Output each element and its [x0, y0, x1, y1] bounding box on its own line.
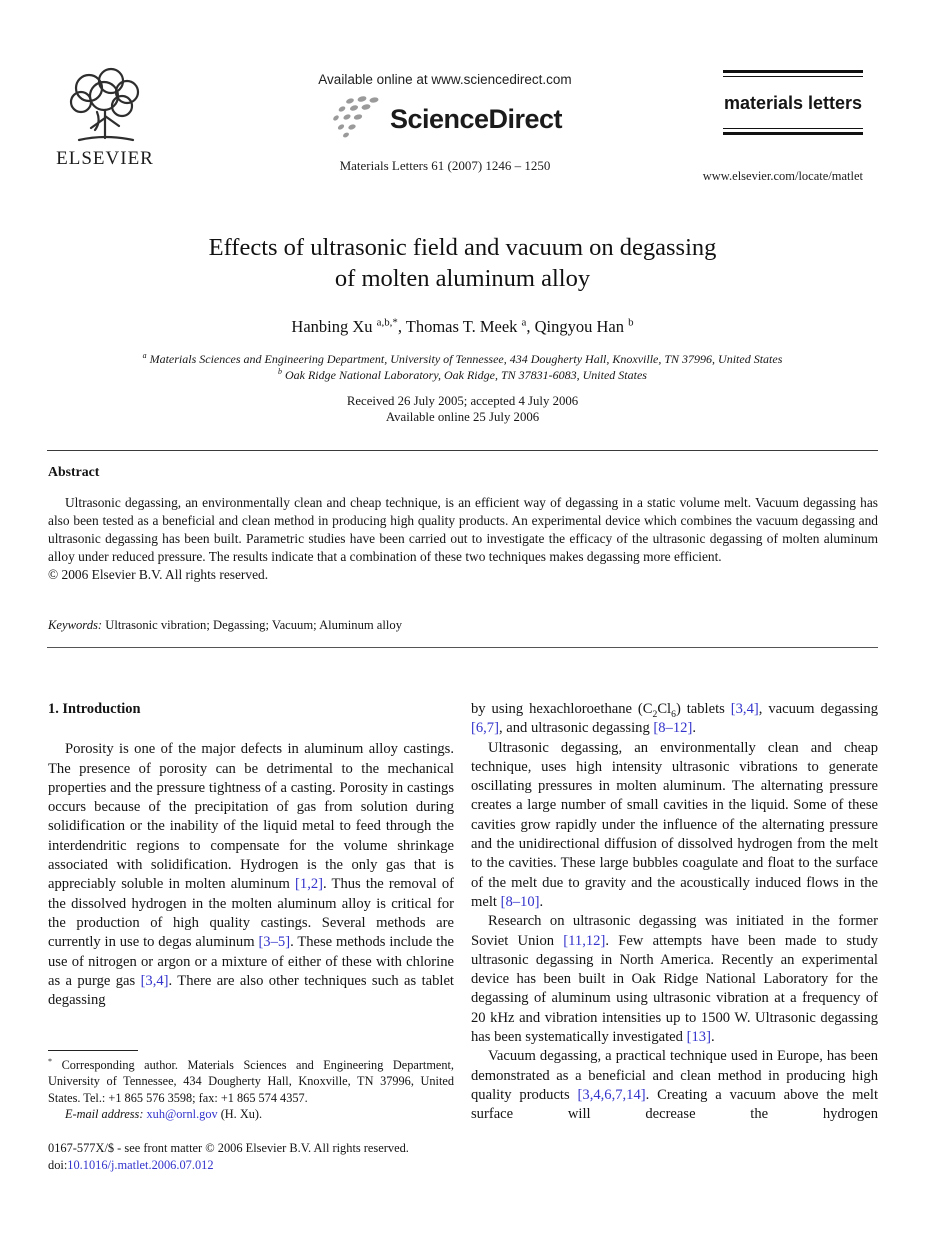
header-center: [290, 72, 600, 174]
body-paragraph: [471, 912, 878, 1047]
journal-brand-box: [723, 70, 863, 135]
text-run: . Creating a vacuum above the melt surface will decrease the hydrogen: [471, 1086, 879, 1123]
body-paragraph: [48, 740, 454, 1010]
inline-link[interactable]: xuh@ornl.gov: [146, 1107, 218, 1122]
text-run: , Thomas T. Meek: [397, 317, 522, 336]
brand-rule-top: [723, 70, 863, 77]
text-run: . There are also other techniques such as tablet degassing: [48, 972, 454, 1009]
text-run: ) tablets: [675, 701, 731, 717]
sciencedirect-dots-icon: [328, 95, 386, 144]
left-column: [48, 700, 454, 1010]
abstract-top-rule: [47, 450, 878, 451]
text-run: doi:: [48, 1157, 68, 1172]
article-title: [0, 232, 925, 294]
text-run: a: [521, 316, 527, 329]
text-run: Research on ultrasonic degassing was initiated in the former Soviet Union: [471, 913, 878, 949]
text-run: , and ultrasonic degassing: [498, 720, 654, 737]
text-run: . Thus the removal of the dissolved hydrogen in the molten aluminum alloy is critical for the production of high quality castings. Several methods are currently in use to degas aluminum: [48, 876, 454, 951]
inline-link[interactable]: [8–12]: [653, 720, 693, 737]
available-online-text: Available online at www.sciencedirect.com: [318, 72, 572, 87]
corresponding-author-text: [48, 1057, 454, 1106]
inline-link[interactable]: [3,4]: [730, 701, 759, 717]
text-run: *: [48, 1056, 53, 1066]
text-run: a,b,*: [376, 316, 398, 329]
keywords-line: [48, 618, 878, 633]
inline-link[interactable]: [3,4,6,7,14]: [577, 1086, 646, 1103]
text-run: 2: [652, 708, 658, 720]
left-column-paragraphs: [48, 740, 454, 1010]
affiliation-a: [0, 352, 925, 368]
text-run: a: [142, 351, 147, 360]
text-run: Ultrasonic degassing, an environmentally clean and cheap technique, uses high intensity ultrasonic vibrations to generate oscillating pressures in molten aluminum. The alternating pressure creates a large number of small cavities in the liquid. Some of these cavities grow rapidly under the influence of the alternating pressure and the unidirectional diffusion of dissolved hydrogen from the melt to the cavities. These large bubbles coagulate and float to the surface of the melt due to gravity and the acoustically induced flows in the melt: [471, 739, 878, 910]
corresponding-author-footnote: [48, 1050, 454, 1123]
inline-link[interactable]: [8–10]: [500, 893, 540, 910]
elsevier-wordmark: ELSEVIER: [56, 148, 154, 169]
text-run: E-mail address:: [65, 1107, 147, 1122]
copyright-line: © 2006 Elsevier B.V. All rights reserved.: [48, 566, 269, 582]
right-column: [471, 700, 878, 1125]
text-run: Cl: [657, 701, 672, 717]
text-run: Materials Sciences and Engineering Department, University of Tennessee, 434 Dougherty Hall, Knoxville, TN 37996, United States: [146, 352, 783, 366]
abstract-heading: Abstract: [48, 464, 100, 479]
body-paragraph: [471, 1047, 878, 1124]
text-run: by using hexachloroethane (C: [471, 701, 653, 717]
text-run: Ultrasonic vibration; Degassing; Vacuum; Aluminum alloy: [102, 618, 402, 632]
doi-line: [48, 1157, 468, 1174]
journal-brand-name: materials letters: [723, 93, 863, 113]
text-run: b: [278, 366, 282, 376]
article-title-line2: of molten aluminum alloy: [334, 265, 591, 292]
text-run: Oak Ridge National Laboratory, Oak Ridge, TN 37831-6083, United States: [281, 367, 647, 382]
section-heading-introduction: 1. Introduction: [48, 701, 141, 717]
issn-line: 0167-577X/$ - see front matter © 2006 Elsevier B.V. All rights reserved.: [48, 1141, 409, 1155]
right-column-paragraphs: [471, 700, 878, 1125]
text-run: b: [628, 316, 634, 329]
inline-link[interactable]: [3,4]: [140, 972, 169, 989]
affiliation-b: [0, 368, 925, 384]
text-run: Vacuum degassing, a practical technique used in Europe, has been demonstrated as a beneficial and clean method in producing high quality products: [471, 1048, 878, 1103]
abstract-bottom-rule: [47, 647, 878, 648]
abstract-body: [48, 494, 878, 584]
journal-citation: Materials Letters 61 (2007) 1246 – 1250: [339, 158, 551, 173]
journal-homepage-url: www.elsevier.com/locate/matlet: [702, 169, 863, 183]
text-run: . Few attempts have been made to study ultrasonic degassing in North America. Recently an experimental device has been built in Oak Ridge National Laboratory for the degassing of aluminum using ultrasonic vibration at a frequency of 20 kHz and vibration intensities up to 1500 W. Ultrasonic degassing has been systematically investigated: [471, 932, 878, 1046]
inline-link[interactable]: [1,2]: [295, 876, 324, 893]
body-paragraph: [471, 700, 878, 739]
inline-link[interactable]: [3–5]: [258, 934, 291, 951]
text-run: , Qingyou Han: [526, 317, 629, 336]
body-paragraph: [471, 739, 878, 913]
text-run: , vacuum degassing: [758, 701, 878, 717]
brand-rule-bottom: [723, 128, 863, 135]
text-run: 6: [671, 708, 676, 720]
elsevier-tree-icon: [50, 66, 160, 146]
text-run: Corresponding author. Materials Sciences and Engineering Department, University of Tennessee, 434 Dougherty Hall, Knoxville, TN 37996, United States. Tel.: +1 865 576 3598; fax: +1 865 574 4357.: [48, 1058, 454, 1105]
inline-link[interactable]: [13]: [686, 1029, 711, 1046]
text-run: .: [539, 893, 544, 910]
author-list: [0, 317, 925, 337]
email-line: [48, 1106, 454, 1122]
sciencedirect-wordmark: ScienceDirect: [389, 104, 563, 134]
affiliations: [0, 352, 925, 383]
inline-link[interactable]: [11,12]: [563, 932, 606, 949]
publication-info: [48, 1140, 468, 1173]
article-title-line1: Effects of ultrasonic field and vacuum on degassing: [208, 234, 717, 261]
text-run: Keywords:: [48, 618, 103, 632]
text-run: Hanbing Xu: [291, 317, 377, 336]
article-history: [0, 393, 925, 425]
available-online-date: Available online 25 July 2006: [385, 410, 540, 424]
sciencedirect-logo: [290, 95, 600, 144]
text-run: Porosity is one of the major defects in aluminum alloy castings. The presence of porosity can be detrimental to the mechanical properties and the pressure tightness of a casting. Porosity in castings occurs because of the precipitation of gas from solution during solidification or the inability of the liquid metal to feed through the interdendritic regions to compensate for the volume shrinkage associated with solidification. Hydrogen is the only gas that is appreciably soluble in molten aluminum: [48, 741, 454, 893]
abstract-text: Ultrasonic degassing, an environmentally clean and cheap technique, is an efficient way of degassing in a static volume melt. Vacuum degassing has also been tested as a beneficial and clean method in producing high quality products. An experimental device which combines the vacuum degassing and ultrasonic degassing has been built. Parametric studies have been carried out to investigate the efficacy of the ultrasonic degassing of molten aluminum alloy under reduced pressure. The results indicate that a combination of these two techniques makes degassing more efficient.: [48, 495, 878, 564]
inline-link[interactable]: 10.1016/j.matlet.2006.07.012: [67, 1157, 214, 1172]
text-run: .: [692, 720, 696, 737]
text-run: . These methods include the use of nitrogen or argon or a mixture of either of these with chlorine as a purge gas: [48, 934, 454, 989]
text-run: .: [710, 1029, 715, 1046]
received-dates: Received 26 July 2005; accepted 4 July 2006: [346, 394, 579, 408]
inline-link[interactable]: [6,7]: [471, 720, 499, 737]
footnote-rule: [48, 1050, 138, 1051]
text-run: (H. Xu).: [217, 1107, 263, 1122]
elsevier-logo: [50, 66, 160, 170]
